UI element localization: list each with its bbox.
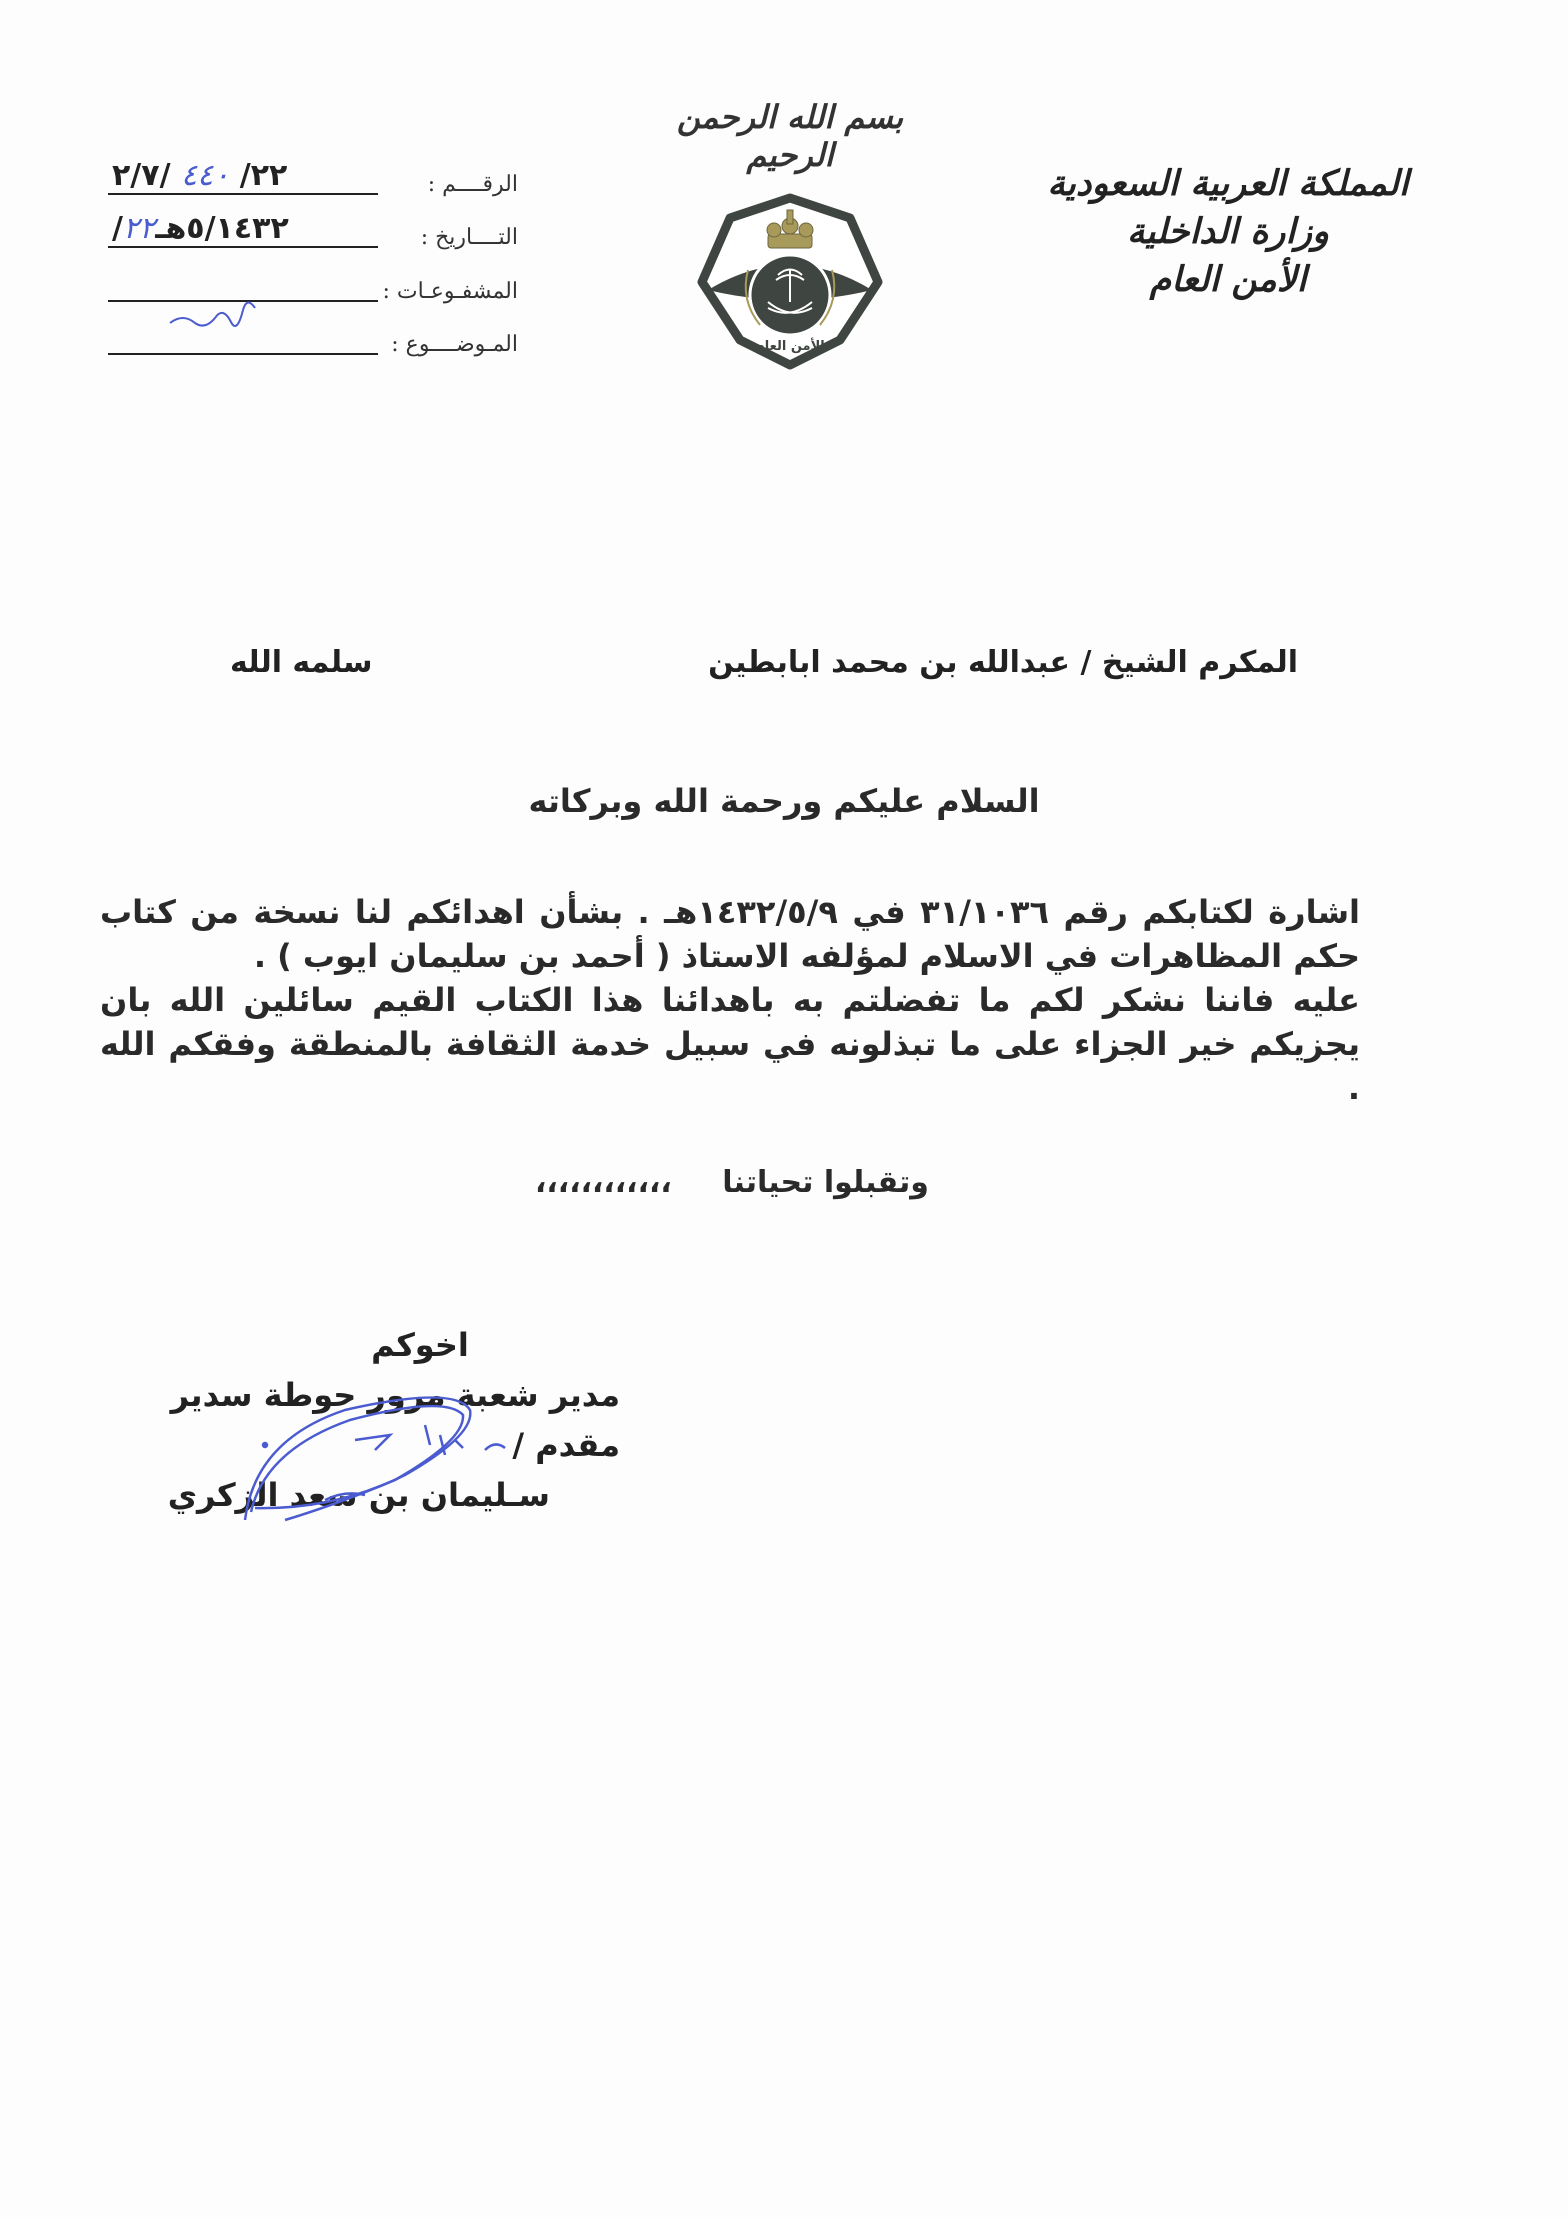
org-ministry: وزارة الداخلية [1127,212,1329,252]
org-department: الأمن العام [1149,260,1307,300]
basmala-heading: بسم الله الرحمن الرحيم [676,98,904,174]
body-paragraph: عليه فاننا نشكر لكم ما تفضلتم به باهدائنا هذا الكتاب القيم سائلين الله بان يجزيكم خير الجزاء على ما تبذلونه في سبيل خدمة الثقافة بالمنطقة وفقكم الله . [100,981,1360,1107]
body-paragraph: اشارة لكتابكم رقم ٣١/١٠٣٦ في ١٤٣٢/٥/٩هـ . بشأن اهدائكم لنا نسخة من كتاب حكم المظاهرات في الاسلام لمؤلفه الاستاذ ( أحمد بن سليمان ايوب ) . [100,893,1361,975]
date-field [108,208,518,258]
handwritten-initials-icon [165,288,275,338]
date-handwritten-day: ٢٢ [122,211,156,246]
reference-number-printed-suffix: /٢/٧ [112,158,181,193]
closing-commas: ،،،،،،،،،،،، [535,1165,672,1200]
letter-body [100,890,1360,1110]
signature-closing: اخوكم [371,1326,469,1364]
closing-text: وتقبلوا تحياتنا [722,1165,929,1200]
signatory-rank: مقدم / [512,1426,620,1464]
public-security-emblem-icon [690,190,890,370]
handwritten-signature-icon [225,1380,585,1530]
date-line [108,246,378,248]
date-label: التــــاريخ : [420,225,518,250]
attachments-label: المشفـوعـات : [382,279,518,304]
org-country: المملكة العربية السعودية [1047,164,1409,204]
emblem-caption: الأمن العام [755,339,825,354]
closing [535,1165,929,1200]
subject-line [108,353,378,355]
date-printed: /٥/١٤٣٢هـ [112,211,289,246]
signatory-name: سـليمان بن سعد الزكري [167,1476,550,1514]
reference-number-printed-prefix: ٢٢/ [229,158,288,193]
reference-number-label: الرقــــم : [427,172,518,197]
reference-number-value [112,158,287,193]
reference-number-handwritten: ٤٤٠ [180,158,230,193]
reference-number-field [108,155,518,205]
subject-label: المـوضــــوع : [391,332,518,357]
addressee: المكرم الشيخ / عبدالله بن محمد ابابطين [708,645,1298,680]
addressee-honorific: سلمه الله [230,645,373,680]
greeting: السلام عليكم ورحمة الله وبركاته [528,782,1040,820]
organization-letterhead [1018,160,1438,304]
date-value [112,211,289,246]
reference-number-line [108,193,378,195]
signatory-title: مدير شعبة مرور حوطة سدير [170,1376,620,1414]
